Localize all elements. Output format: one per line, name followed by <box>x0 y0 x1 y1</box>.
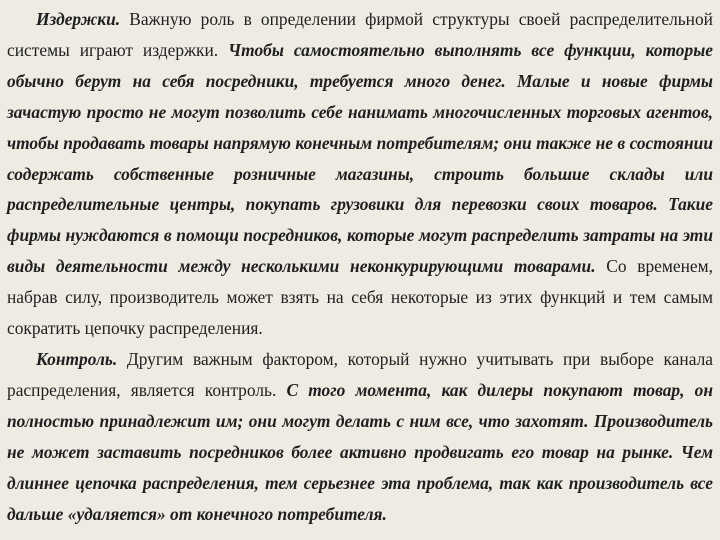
costs-closing-text: Со временем, набрав силу, производитель может взять на себя некоторые из этих функций и тем самым сократить цепочку распределения. <box>7 256 713 339</box>
paragraph-control <box>7 344 713 529</box>
document-page <box>7 4 713 529</box>
costs-intro-text: Важную роль в определении фирмой структуры своей распределительной системы играют издержки. <box>7 9 713 60</box>
heading-control: Контроль. <box>36 348 118 369</box>
heading-costs: Издержки. <box>36 9 121 29</box>
control-emphasis-text: С того момента, как дилеры покупают товар, он полностью принадлежит им; они могут делать с ним все, что захотят. Производитель не может заставить посредников более активно продвигать его товар на рынке. Чем длиннее цепочка распределения, тем серьезнее эта проблема, так как производитель все дальше «удаляется» от конечного потребителя. <box>7 379 713 524</box>
costs-emphasis-text: Чтобы самостоятельно выполнять все функции, которые обычно берут на себя посредники, требуется много денег. Малые и новые фирмы зачастую просто не могут позволить себе нанимать многочисленных торговых агентов, чтобы продавать товары напрямую конечным потребителям; они также не в состоянии содержать собственные розничные магазины, строить большие склады или распределительные центры, покупать грузовики для перевозки своих товаров. Такие фирмы нуждаются в помощи посредников, которые могут распределить затраты на эти виды деятельности между несколькими неконкурирующими товарами. <box>7 39 713 277</box>
control-intro-text: Другим важным фактором, который нужно учитывать при выборе канала распределения, является контроль. <box>7 348 713 400</box>
paragraph-costs <box>7 4 713 344</box>
